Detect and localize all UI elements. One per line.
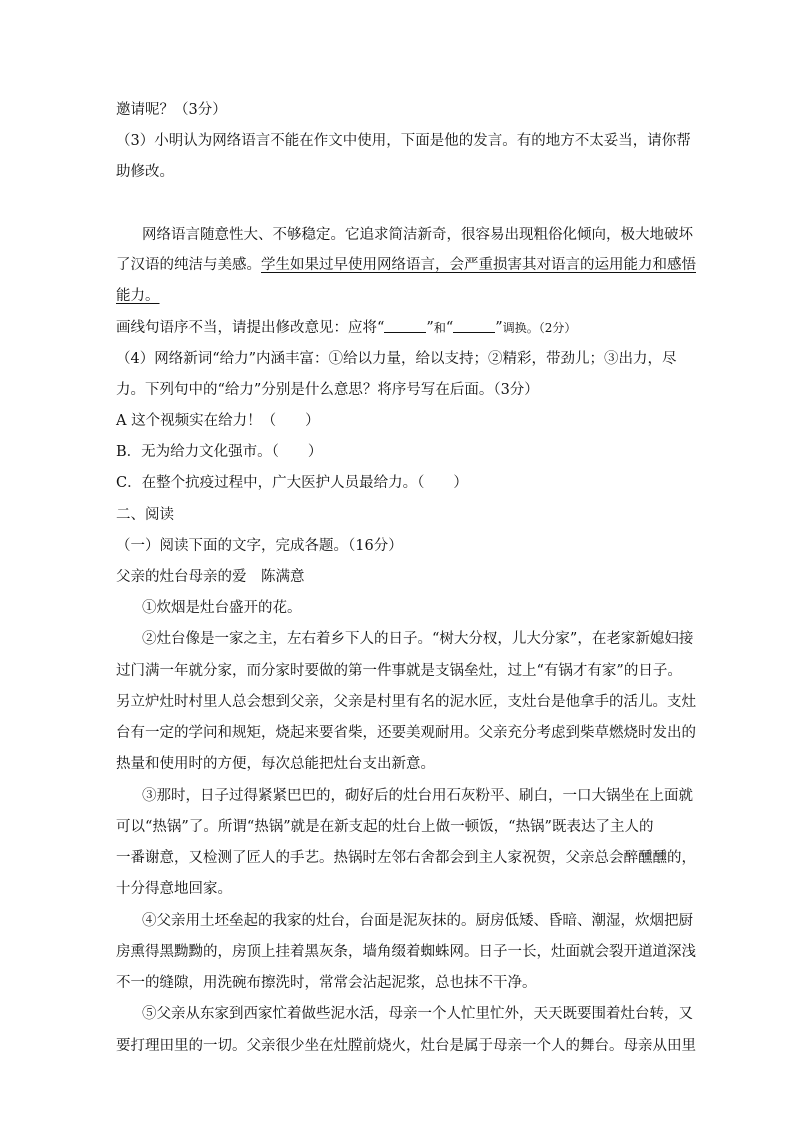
section-heading: 二、阅读 (116, 507, 174, 523)
text-segment: 了汉语的纯洁与美感。 (116, 257, 261, 273)
text-segment: ” (426, 320, 434, 336)
text-line: 邀请呢？（3分） (116, 102, 227, 118)
text-line: 要打理田里的一切。父亲很少坐在灶膛前烧火，灶台是属于母亲一个人的舞台。母亲从田里 (116, 1038, 696, 1054)
text-line (116, 255, 696, 275)
text-segment: 和 (433, 321, 446, 335)
article-title: 父亲的灶台母亲的爱 陈满意 (116, 569, 305, 585)
text-line: 不一的缝隙，用洗碗布擦洗时，常常会沾起泥浆，总也抹不干净。 (116, 975, 537, 991)
text-segment: 画线句语序不当，请提出修改意见：应将“ (116, 320, 385, 336)
question-4: （4）网络新词“给力”内涵丰富：①给以力量，给以支持；②精彩，带劲儿；③出力，尽 (116, 351, 677, 367)
option-c: C．在整个抗疫过程中，广大医护人员最给力。（ ） (116, 475, 468, 491)
article-paragraph: ③那时，日子过得紧紧巴巴的，砌好后的灶台用石灰粉平、刷白，一口大锅坐在上面就 (142, 788, 693, 804)
text-line: 热量和使用时的方便，每次总能把灶台支出新意。 (116, 756, 435, 772)
text-line: 一番谢意，又检测了匠人的手艺。热锅时左邻右舍都会到主人家祝贺，父亲总会醉醺醺的， (116, 850, 696, 866)
article-paragraph: ⑤父亲从东家到西家忙着做些泥水活，母亲一个人忙里忙外，天天既要围着灶台转，又 (142, 1006, 693, 1022)
text-line: 可以“热锅”了。所谓“热锅”就是在新支起的灶台上做一顿饭，“热锅”既表达了主人的 (116, 819, 654, 835)
reading-instruction: （一）阅读下面的文字，完成各题。（16分） (116, 538, 403, 554)
article-paragraph: ②灶台像是一家之主，左右着乡下人的日子。“树大分杈，儿大分家”，在老家新媳妇接 (142, 631, 694, 647)
article-paragraph: ①炊烟是灶台盛开的花。 (142, 600, 302, 616)
text-line: 房熏得黑黝黝的，房顶上挂着黑灰条，墙角缀着蜘蛛网。日子一长，灶面就会裂开道道深浅 (116, 944, 696, 960)
option-b: B．无为给力文化强市。（ ） (116, 444, 323, 460)
text-line: 力。下列句中的“给力”分别是什么意思？将序号写在后面。（3分） (116, 382, 539, 398)
revision-prompt (116, 318, 676, 338)
option-a: A 这个视频实在给力！（ ） (116, 413, 320, 429)
text-segment: ” (495, 320, 503, 336)
speech-paragraph: 网络语言随意性大、不够稳定。它追求简洁新奇，很容易出现粗俗化倾向，极大地破坏 (142, 227, 693, 243)
article-paragraph: ④父亲用土坯垒起的我家的灶台，台面是泥灰抹的。厨房低矮、昏暗、潮湿，炊烟把厨 (142, 913, 693, 929)
text-segment: 调换。（2分） (502, 321, 577, 335)
underlined-sentence-end: 能力。 (116, 288, 160, 304)
answer-blank[interactable] (453, 320, 495, 333)
text-line: 台有一定的学问和规矩，烧起来要省柴，还要美观耐用。父亲充分考虑到柴草燃烧时发出的 (116, 725, 696, 741)
text-segment: “ (445, 320, 454, 336)
text-line: 另立炉灶时村里人总会想到父亲，父亲是村里有名的泥水匠，支灶台是他拿手的活儿。支灶 (116, 694, 696, 710)
text-line: 助修改。 (116, 164, 174, 180)
answer-blank[interactable] (384, 320, 426, 333)
question-3: （3）小明认为网络语言不能在作文中使用，下面是他的发言。有的地方不太妥当，请你帮 (116, 133, 691, 149)
underlined-sentence: 学生如果过早使用网络语言，会严重损害其对语言的运用能力和感悟 (261, 257, 696, 273)
text-line: 过门满一年就分家，而分家时要做的第一件事就是支锅垒灶，过上“有锅才有家”的日子。 (116, 663, 682, 679)
text-line: 十分得意地回家。 (116, 881, 232, 897)
